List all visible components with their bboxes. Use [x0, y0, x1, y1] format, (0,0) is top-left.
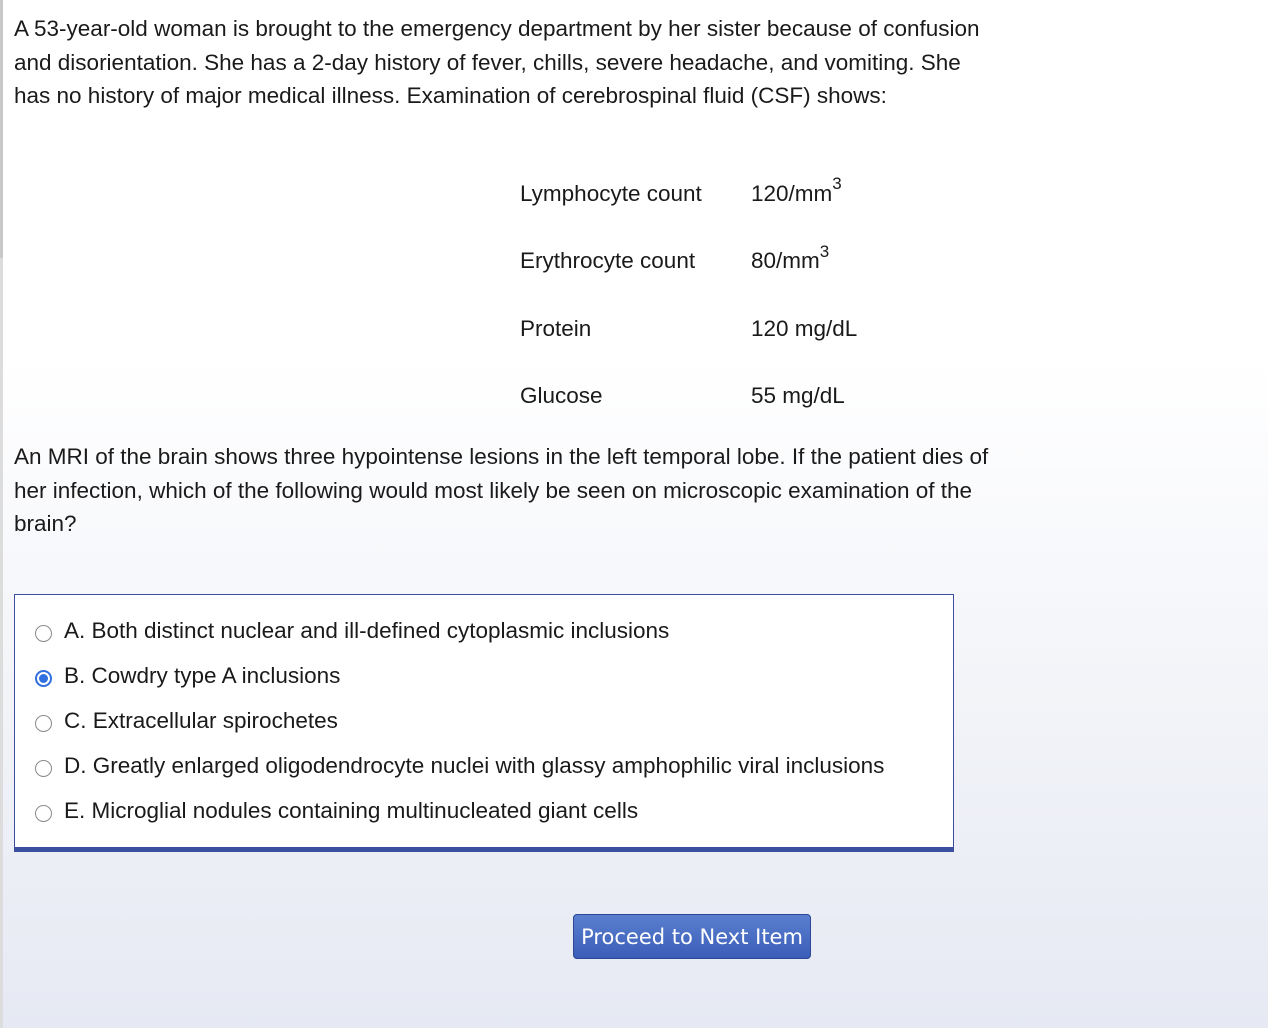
- lab-value: 55 mg/dL: [751, 383, 845, 409]
- option-label: C. Extracellular spirochetes: [64, 708, 338, 733]
- radio-button[interactable]: [35, 625, 52, 642]
- lab-name: Glucose: [520, 383, 603, 409]
- question-stem: A 53-year-old woman is brought to the emergency department by her sister because of confusion and disorientation. She has a 2-day history of fever, chills, severe headache, and vomiting. She has no history of major medical illness. Examination of cerebrospinal fluid (CSF) shows:: [14, 16, 980, 108]
- answer-options: [14, 594, 954, 852]
- lab-row: [520, 228, 857, 296]
- lab-row: [520, 363, 857, 431]
- option-e[interactable]: [35, 794, 638, 828]
- option-label: A. Both distinct nuclear and ill-defined cytoplasmic inclusions: [64, 618, 670, 643]
- csf-lab-table: [520, 160, 857, 430]
- option-b[interactable]: [35, 659, 340, 693]
- radio-button-selected[interactable]: [35, 670, 52, 687]
- radio-button[interactable]: [35, 805, 52, 822]
- radio-button[interactable]: [35, 715, 52, 732]
- lab-name: Erythrocyte count: [520, 248, 696, 274]
- lab-row: [520, 160, 857, 228]
- lab-value: $80/mm^3$: [751, 241, 830, 274]
- lab-value: 120 mg/dL: [751, 315, 858, 341]
- option-label: D. Greatly enlarged oligodendrocyte nuclei with glassy amphophilic viral inclusions: [64, 753, 885, 778]
- proceed-next-item-button[interactable]: Proceed to Next Item: [573, 914, 811, 959]
- question-prompt: An MRI of the brain shows three hypointense lesions in the left temporal lobe. If the patient dies of her infection, which of the following would most likely be seen on microscopic examination of the brain?: [14, 444, 989, 536]
- lab-value: $120/mm^3$: [751, 174, 842, 206]
- option-label: E. Microglial nodules containing multinucleated giant cells: [64, 798, 639, 823]
- option-a[interactable]: [35, 614, 669, 648]
- option-d[interactable]: [35, 749, 884, 783]
- lab-name: Lymphocyte count: [520, 180, 702, 206]
- lab-row: [520, 295, 857, 363]
- option-c[interactable]: [35, 704, 338, 738]
- lab-name: Protein: [520, 315, 592, 341]
- left-border-accent: [0, 0, 3, 258]
- option-label: B. Cowdry type A inclusions: [64, 663, 341, 688]
- radio-button[interactable]: [35, 760, 52, 777]
